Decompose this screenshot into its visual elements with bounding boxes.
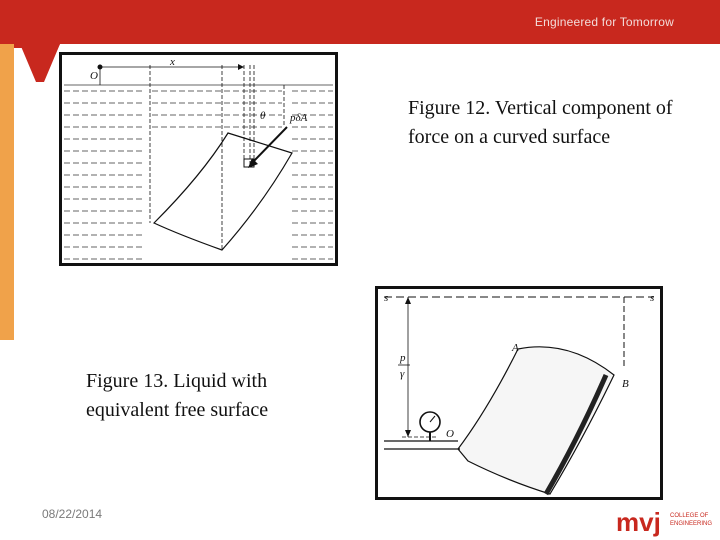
logo-subtext-1: COLLEGE OF xyxy=(670,513,709,519)
figure-13-caption: Figure 13. Liquid with equivalent free surface xyxy=(86,370,269,421)
college-logo xyxy=(614,505,720,539)
logo-subtext-2: ENGINEERING xyxy=(670,521,713,527)
pressure-head-gamma-label: γ xyxy=(400,368,405,380)
point-a-label: A xyxy=(512,342,519,354)
origin-label-13: O xyxy=(446,428,454,440)
figure-12-caption: Figure 12. Vertical component of force on a curved surface xyxy=(408,97,673,148)
force-label: pδA xyxy=(290,112,308,124)
distance-label: x xyxy=(170,56,175,68)
figure-12-diagram xyxy=(59,52,338,266)
free-surface-left-label: s xyxy=(384,292,389,304)
left-accent-strip xyxy=(0,0,60,540)
pressure-head-p-label: p xyxy=(400,352,406,364)
point-b-label: B xyxy=(622,378,629,390)
free-surface-right-label: s xyxy=(650,292,655,304)
origin-label: O xyxy=(90,70,98,82)
figure-13-diagram xyxy=(375,286,663,500)
angle-label: θ xyxy=(260,110,266,122)
slide-date: 08/22/2014 xyxy=(42,507,103,521)
header-bar xyxy=(0,0,720,48)
logo-text: mvj xyxy=(616,507,661,537)
tagline: Engineered for Tomorrow xyxy=(534,15,674,29)
